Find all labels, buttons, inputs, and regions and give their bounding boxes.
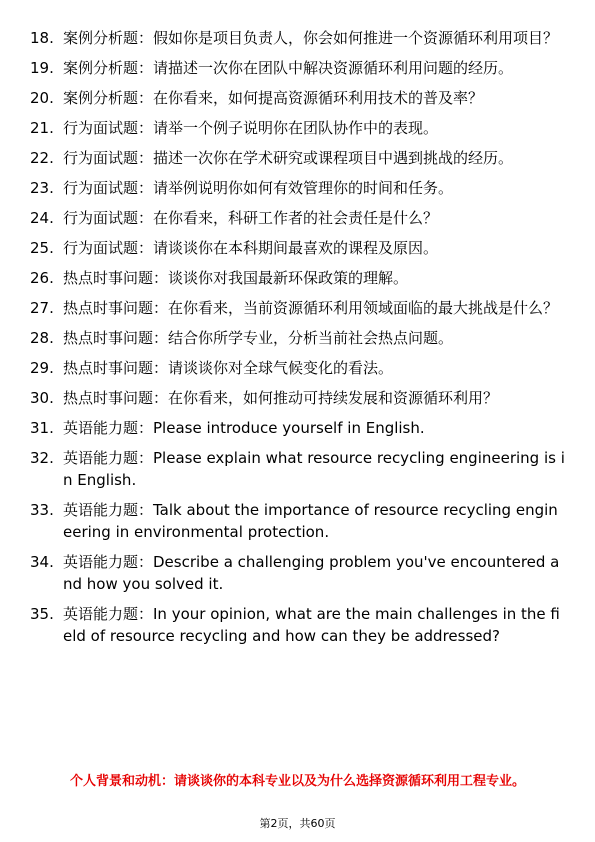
question-number: 32. xyxy=(30,449,54,467)
question-number: 21. xyxy=(30,119,54,137)
question-text: 英语能力题：In your opinion, what are the main challenges in the field of resource recycling and how can they be addressed? xyxy=(63,605,560,645)
question-item xyxy=(30,207,565,229)
question-text: 行为面试题：描述一次你在学术研究或课程项目中遇到挑战的经历。 xyxy=(63,149,514,167)
question-number: 19. xyxy=(30,59,54,77)
question-item xyxy=(30,267,565,289)
question-item xyxy=(30,57,565,79)
question-text: 案例分析题：假如你是项目负责人，你会如何推进一个资源循环利用项目？ xyxy=(63,29,559,47)
question-item xyxy=(30,297,565,319)
question-number: 23. xyxy=(30,179,54,197)
question-text: 行为面试题：请举一个例子说明你在团队协作中的表现。 xyxy=(63,119,439,137)
question-text: 行为面试题：请举例说明你如何有效管理你的时间和任务。 xyxy=(63,179,454,197)
question-number: 35. xyxy=(30,605,54,623)
question-number: 28. xyxy=(30,329,54,347)
question-number: 20. xyxy=(30,89,54,107)
question-text: 案例分析题：在你看来，如何提高资源循环利用技术的普及率？ xyxy=(63,89,484,107)
question-item xyxy=(30,27,565,49)
question-text: 英语能力题：Talk about the importance of resource recycling engineering in environmental protection. xyxy=(63,501,558,541)
question-item xyxy=(30,417,565,439)
question-item xyxy=(30,603,565,647)
question-item xyxy=(30,327,565,349)
question-text: 热点时事问题：请谈谈你对全球气候变化的看法。 xyxy=(63,359,394,377)
question-item xyxy=(30,237,565,259)
question-number: 26. xyxy=(30,269,54,287)
question-text: 热点时事问题：结合你所学专业，分析当前社会热点问题。 xyxy=(63,329,454,347)
question-item xyxy=(30,499,565,543)
question-text: 案例分析题：请描述一次你在团队中解决资源循环利用问题的经历。 xyxy=(63,59,514,77)
question-number: 30. xyxy=(30,389,54,407)
question-text: 热点时事问题：谈谈你对我国最新环保政策的理解。 xyxy=(63,269,409,287)
question-item xyxy=(30,147,565,169)
question-text: 行为面试题：请谈谈你在本科期间最喜欢的课程及原因。 xyxy=(63,239,439,257)
highlighted-question: 个人背景和动机：请谈谈你的本科专业以及为什么选择资源循环利用工程专业。 xyxy=(69,774,525,789)
question-text: 英语能力题：Please introduce yourself in English. xyxy=(63,419,425,437)
question-number: 34. xyxy=(30,553,54,571)
question-item xyxy=(30,117,565,139)
question-item xyxy=(30,551,565,595)
question-text: 行为面试题：在你看来，科研工作者的社会责任是什么？ xyxy=(63,209,439,227)
question-number: 27. xyxy=(30,299,54,317)
question-item xyxy=(30,357,565,379)
question-item xyxy=(30,177,565,199)
question-number: 25. xyxy=(30,239,54,257)
question-number: 22. xyxy=(30,149,54,167)
question-number: 33. xyxy=(30,501,54,519)
question-text: 英语能力题：Describe a challenging problem you've encountered and how you solved it. xyxy=(63,553,560,593)
question-list xyxy=(30,27,565,655)
question-item xyxy=(30,87,565,109)
question-item xyxy=(30,387,565,409)
question-number: 24. xyxy=(30,209,54,227)
question-text: 热点时事问题：在你看来，当前资源循环利用领域面临的最大挑战是什么？ xyxy=(63,299,559,317)
question-text: 英语能力题：Please explain what resource recycling engineering is in English. xyxy=(63,449,565,489)
question-number: 18. xyxy=(30,29,54,47)
question-number: 31. xyxy=(30,419,54,437)
question-item xyxy=(30,447,565,491)
question-text: 热点时事问题：在你看来，如何推动可持续发展和资源循环利用？ xyxy=(63,389,499,407)
question-number: 29. xyxy=(30,359,54,377)
page-number: 第2页，共60页 xyxy=(259,817,336,830)
